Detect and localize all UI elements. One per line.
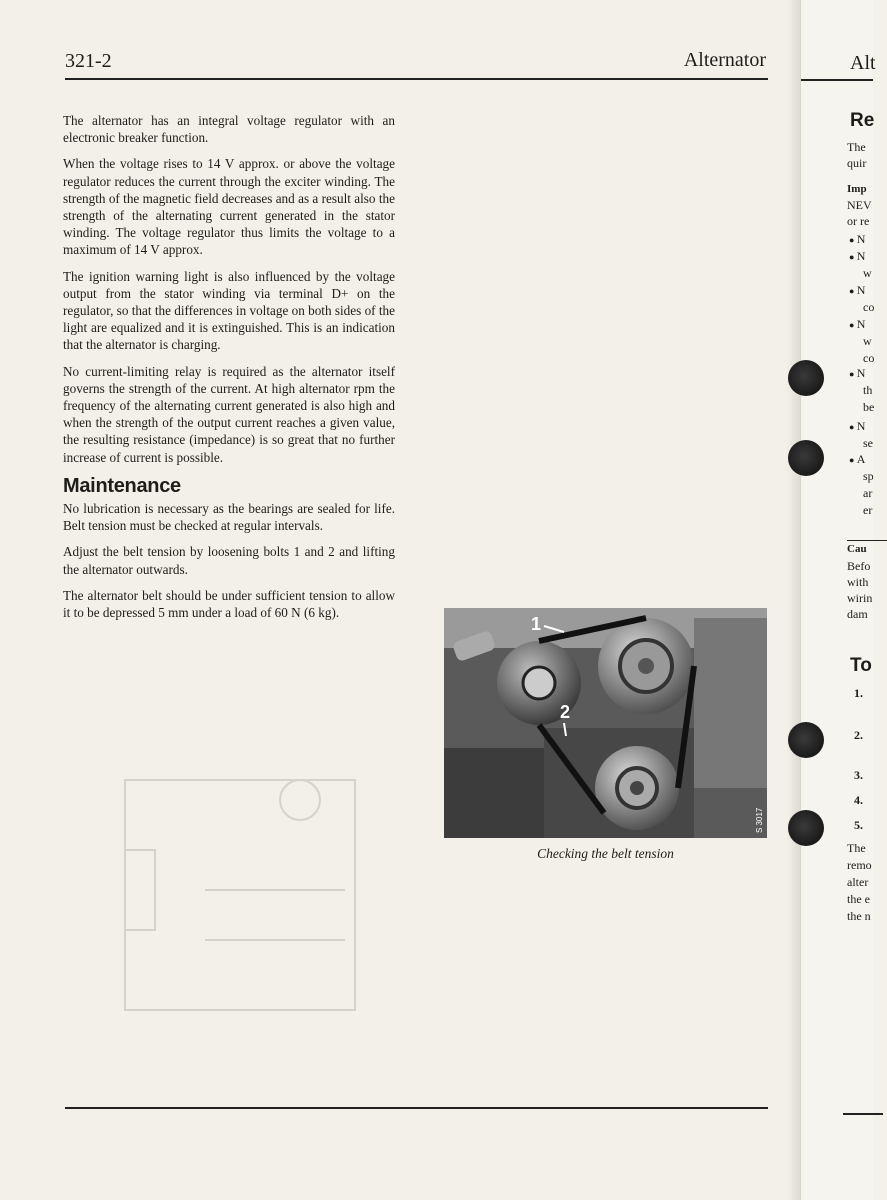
binder-hole	[788, 810, 824, 846]
facing-bullet-line: w	[863, 266, 872, 280]
facing-heading-2: To	[850, 655, 872, 676]
paragraph-regulator: The alternator has an integral voltage regulator with an electronic breaker function.	[63, 113, 395, 146]
running-title: Alternator	[683, 49, 766, 71]
facing-bullet-text: A	[856, 452, 866, 466]
bullet-icon: ●	[849, 252, 857, 262]
facing-bullet-line: be	[863, 400, 875, 414]
binder-hole	[788, 440, 824, 476]
facing-line: with	[847, 575, 869, 589]
paragraph-adjust-belt: Adjust the belt tension by loosening bolts 1 and 2 and lifting the alternator outwards.	[63, 544, 395, 577]
show-through-text	[440, 120, 780, 690]
bullet-icon: ●	[849, 422, 857, 432]
engine-photo	[444, 608, 767, 838]
facing-page	[800, 0, 876, 1200]
facing-line: alter	[847, 875, 869, 889]
facing-bullet-line	[849, 317, 865, 332]
facing-line: the e	[847, 892, 870, 906]
facing-footer-rule	[843, 1113, 883, 1115]
facing-bullet-line: sp	[863, 469, 874, 483]
facing-line: dam	[847, 607, 868, 621]
page-number: 321-2	[65, 50, 112, 72]
facing-bullet-line: se	[863, 436, 873, 450]
facing-bullet-line: th	[863, 383, 873, 397]
paragraph-lubrication: No lubrication is necessary as the bearings are sealed for life. Belt tension must be checked at regular intervals.	[63, 501, 395, 534]
facing-line: The	[847, 841, 866, 855]
binder-hole	[788, 360, 824, 396]
facing-line: the n	[847, 909, 871, 923]
facing-header-rule	[801, 79, 873, 81]
facing-bullet-line	[849, 232, 865, 247]
facing-bullet-text: N	[856, 232, 866, 246]
binder-hole	[788, 722, 824, 758]
facing-bullet-line	[849, 366, 865, 381]
facing-step: 5.	[854, 818, 863, 832]
text-column	[63, 112, 395, 630]
facing-line: wirin	[847, 591, 873, 605]
facing-running-title: Alt	[850, 52, 876, 74]
facing-line: Befo	[847, 559, 871, 573]
callout-1: 1	[531, 614, 542, 634]
maintenance-heading: Maintenance	[63, 474, 181, 497]
show-through-diagram	[85, 740, 375, 1040]
facing-bullet-line: w	[863, 334, 872, 348]
paragraph-warning-light: The ignition warning light is also influenced by the voltage output from the stator winding via terminal D+ on the regulator, so that the differences in voltage on both sides of the light are equalized and it is extinguished. This is an indication that the alternator is charging.	[63, 268, 395, 353]
bullet-icon: ●	[849, 320, 857, 330]
bullet-icon: ●	[849, 235, 857, 245]
facing-line: NEV	[847, 198, 872, 212]
figure-reference: S 3017	[755, 807, 764, 833]
facing-bullet-text: N	[856, 419, 866, 433]
facing-heading-1: Re	[850, 110, 875, 131]
figure-caption: Checking the belt tension	[537, 846, 674, 861]
facing-caution-label: Cau	[847, 543, 867, 555]
facing-bullet-text: N	[856, 283, 866, 297]
facing-line: quir	[847, 156, 867, 170]
header-rule	[65, 78, 768, 80]
facing-important-label: Imp	[847, 183, 867, 195]
facing-bullet-line	[849, 283, 865, 298]
facing-bullet-text: N	[856, 249, 866, 263]
bullet-icon: ●	[849, 286, 857, 296]
footer-rule	[65, 1107, 768, 1109]
facing-line: remo	[847, 858, 872, 872]
facing-bullet-line: ar	[863, 486, 873, 500]
bullet-icon: ●	[849, 455, 857, 465]
facing-step: 4.	[854, 793, 863, 807]
bullet-icon: ●	[849, 369, 857, 379]
facing-step: 1.	[854, 686, 863, 700]
paragraph-belt-tension: The alternator belt should be under sufficient tension to allow it to be depressed 5 mm under a load of 60 N (6 kg).	[63, 587, 395, 621]
facing-step: 2.	[854, 728, 863, 742]
paragraph-current-limiting: No current-limiting relay is required as the alternator itself governs the strength of the current. At high alternator rpm the frequency of the alternating current generated is also high and when the strength of the output current reaches a given value, the resulting resistance (impedance) is so great that no further increase of current is possible.	[63, 363, 395, 465]
facing-bullet-line: co	[863, 300, 875, 314]
facing-bullet-line: co	[863, 351, 875, 365]
facing-bullet-text: N	[856, 317, 866, 331]
callout-2: 2	[560, 702, 571, 722]
facing-line: The	[847, 140, 866, 154]
facing-caution-rule	[847, 540, 887, 541]
facing-bullet-line	[849, 452, 865, 467]
facing-bullet-line	[849, 249, 865, 264]
facing-bullet-line: er	[863, 503, 873, 517]
paragraph-voltage: When the voltage rises to 14 V approx. or above the voltage regulator reduces the current through the exciter winding. The strength of the magnetic field decreases and as a result also the strength of the alternating current generated in the stator winding. The voltage regulator thus limits the voltage to a maximum of 14 V approx.	[63, 156, 395, 258]
facing-bullet-text: N	[856, 366, 866, 380]
facing-line: or re	[847, 214, 870, 228]
facing-bullet-line	[849, 419, 865, 434]
facing-step: 3.	[854, 768, 863, 782]
